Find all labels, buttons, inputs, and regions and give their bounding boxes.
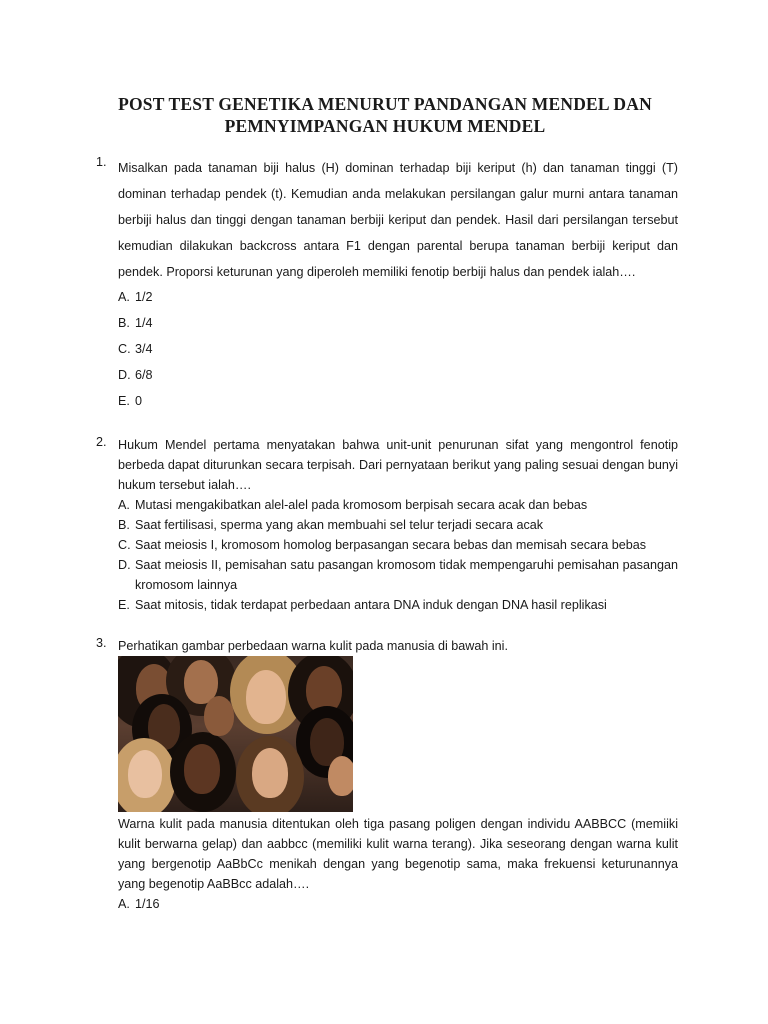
question-text: Misalkan pada tanaman biji halus (H) dominan terhadap biji keriput (h) dan tanaman tinggi (T) dominan terhadap pendek (t). Kemudian anda melakukan persilangan galur murni antara tanaman berbiji halus dan tinggi dengan tanaman berbiji keriput dan pendek. Hasil dari persilangan tersebut kemudian dilakukan backcross antara F1 dengan parental berupa tanaman berbiji keriput dan pendek. Proporsi keturunan yang diperoleh memiliki fenotip berbiji halus dan pendek ialah….	[118, 161, 678, 279]
option-d	[118, 555, 678, 595]
option-label: E.	[118, 394, 130, 408]
answer-options	[118, 284, 153, 414]
option-label: A.	[118, 290, 130, 304]
answer-options	[118, 894, 160, 914]
option-text: Mutasi mengakibatkan alel-alel pada kromosom berpisah secara acak dan bebas	[135, 498, 588, 512]
option-text: 1/4	[135, 316, 153, 330]
question-number: 1.	[96, 155, 107, 169]
option-text: 1/2	[135, 290, 153, 304]
option-text: Saat mitosis, tidak terdapat perbedaan antara DNA induk dengan DNA hasil replikasi	[135, 598, 607, 612]
page-title	[90, 93, 680, 137]
page-title-line-2: PEMNYIMPANGAN HUKUM MENDEL	[224, 116, 546, 136]
option-text: 1/16	[135, 897, 160, 911]
option-label: C.	[118, 538, 131, 552]
skin-color-photo	[118, 656, 353, 812]
option-c	[118, 535, 678, 555]
question-number: 3.	[96, 636, 107, 650]
option-label: A.	[118, 897, 130, 911]
page-title-line-1: POST TEST GENETIKA MENURUT PANDANGAN MENDEL DAN	[118, 94, 652, 114]
option-label: A.	[118, 498, 130, 512]
option-e	[118, 595, 678, 615]
option-label: E.	[118, 598, 130, 612]
option-d	[118, 362, 153, 388]
option-a	[118, 284, 153, 310]
option-text: Saat meiosis I, kromosom homolog berpasangan secara bebas dan memisah secara bebas	[135, 538, 647, 552]
option-b	[118, 515, 678, 535]
option-text: Saat fertilisasi, sperma yang akan membuahi sel telur terjadi secara acak	[135, 518, 544, 532]
option-text: 0	[135, 394, 143, 408]
option-label: D.	[118, 558, 131, 572]
question-description: Warna kulit pada manusia ditentukan oleh tiga pasang poligen dengan individu AABBCC (memiiki kulit berwarna gelap) dan aabbcc (memiliki kulit warna terang). Jika seseorang dengan warna kulit yang bergenotip AaBbCc menikah dengan yang begenotip sama, maka frekuensi keturunannya yang begenotip AaBBcc adalah….	[118, 817, 678, 891]
option-b	[118, 310, 153, 336]
question-number: 2.	[96, 435, 107, 449]
option-label: B.	[118, 518, 130, 532]
option-a	[118, 495, 678, 515]
question-text: Hukum Mendel pertama menyatakan bahwa unit-unit penurunan sifat yang mengontrol fenotip berbeda dapat diturunkan secara terpisah. Dari pernyataan berikut yang paling sesuai dengan bunyi hukum tersebut ialah….	[118, 438, 678, 492]
option-e	[118, 388, 153, 414]
option-label: D.	[118, 368, 131, 382]
option-label: C.	[118, 342, 131, 356]
option-text: 6/8	[135, 368, 153, 382]
option-c	[118, 336, 153, 362]
option-a	[118, 894, 160, 914]
answer-options	[118, 495, 678, 615]
option-text: Saat meiosis II, pemisahan satu pasangan kromosom tidak mempengaruhi pemisahan pasangan kromosom lainnya	[135, 558, 678, 592]
question-text: Perhatikan gambar perbedaan warna kulit pada manusia di bawah ini.	[118, 639, 508, 653]
option-text: 3/4	[135, 342, 153, 356]
option-label: B.	[118, 316, 130, 330]
